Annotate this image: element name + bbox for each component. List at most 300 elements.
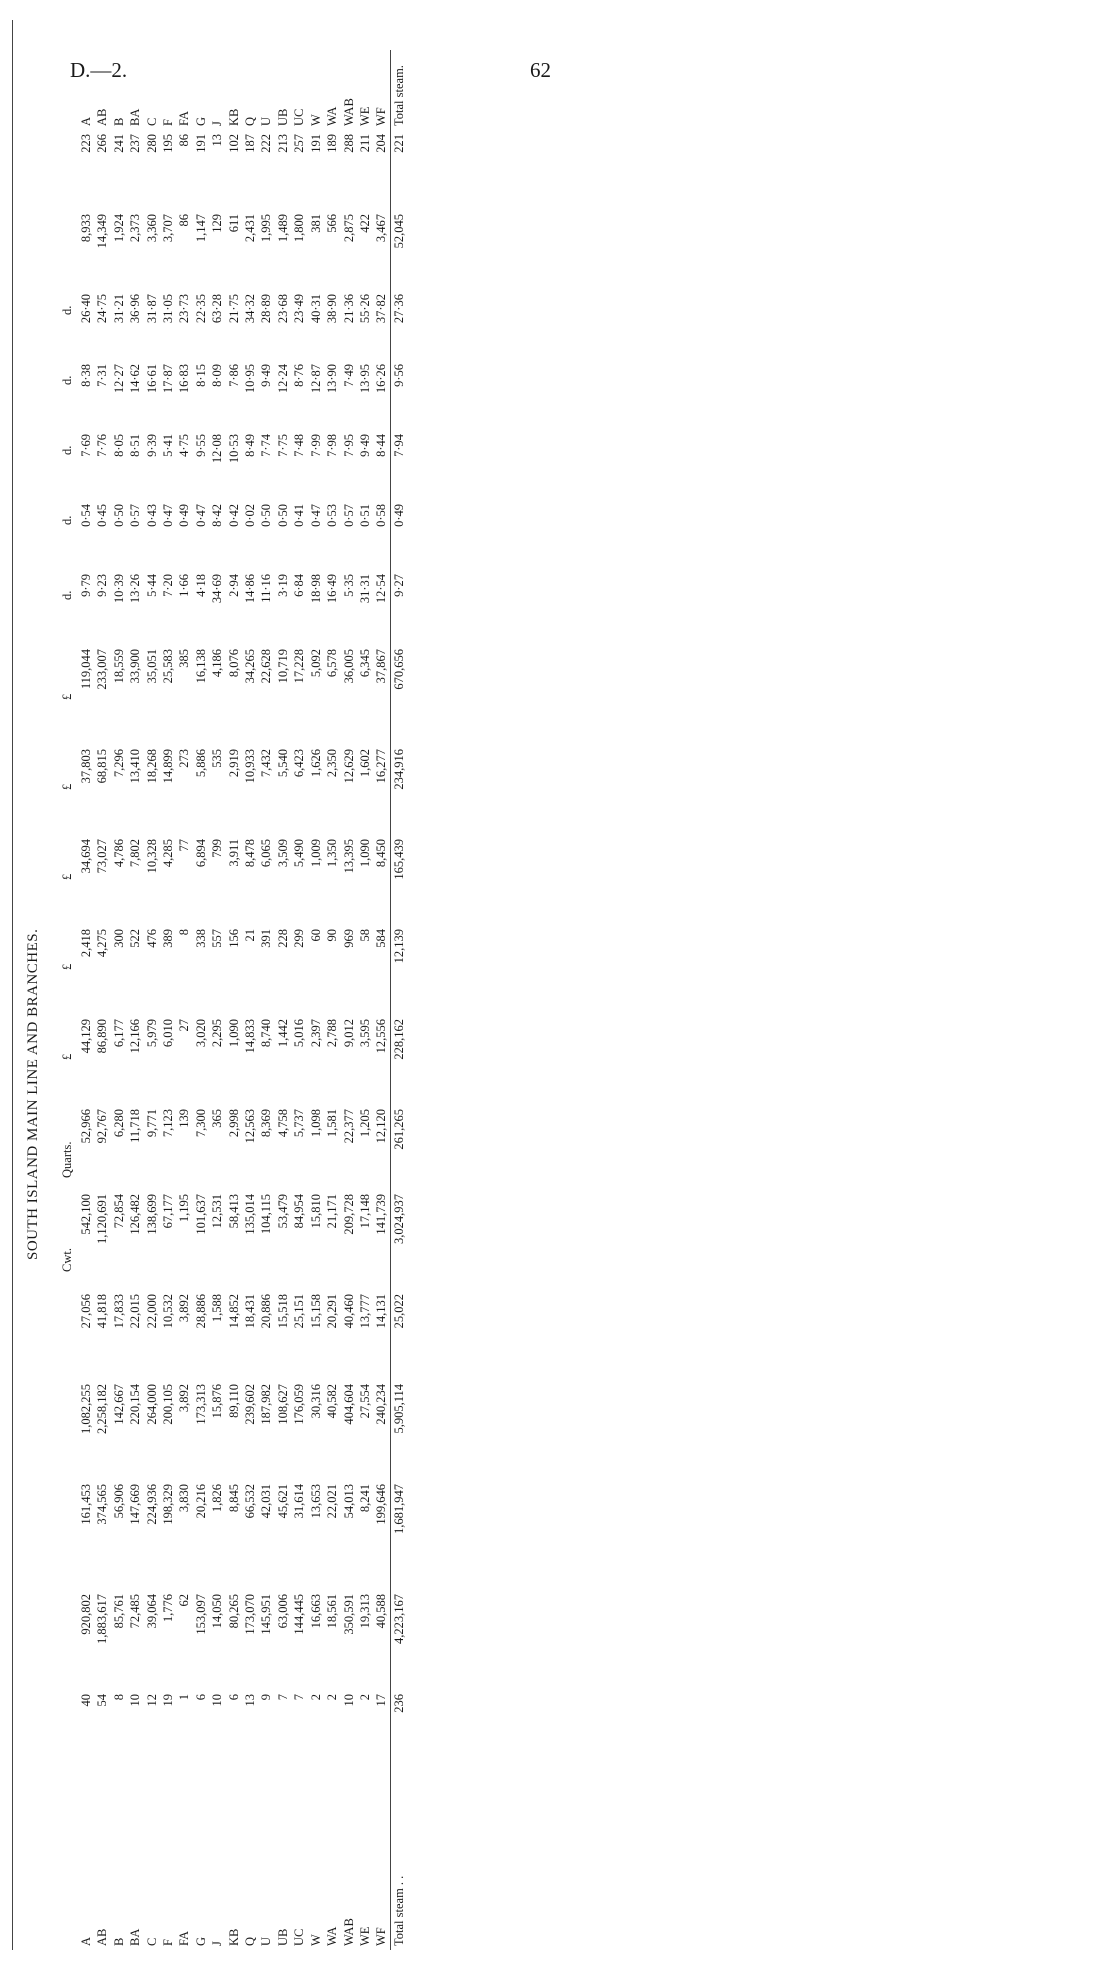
cell-c-rep: 228,162 bbox=[391, 1019, 406, 1060]
cell-type: F bbox=[161, 1939, 176, 1946]
cell-shunt: 8,241 bbox=[357, 1484, 372, 1513]
total-row bbox=[390, 50, 407, 1950]
cell-num: 9 bbox=[259, 1694, 274, 1701]
cell-d-rep: 34·69 bbox=[210, 574, 225, 604]
cell-train: 1,776 bbox=[161, 1594, 176, 1623]
cell-avgd: 288 bbox=[341, 134, 356, 153]
cell-type: UB bbox=[275, 1928, 290, 1946]
cell-c-fuel: 1,350 bbox=[325, 839, 340, 868]
table-row bbox=[291, 50, 307, 1950]
cell-avg: 28,886 bbox=[193, 1294, 208, 1329]
cell-c-tot: 35,051 bbox=[144, 649, 159, 684]
cell-c-rep: 1,442 bbox=[275, 1019, 290, 1048]
cell-d-rep: 9·27 bbox=[391, 574, 406, 597]
cell-total: 220,154 bbox=[128, 1384, 143, 1425]
cell-c-rep: 12,166 bbox=[128, 1019, 143, 1054]
cell-train: 145,951 bbox=[259, 1594, 274, 1635]
cell-num: 2 bbox=[325, 1694, 340, 1701]
cell-c-sto: 389 bbox=[161, 929, 176, 948]
cell-shunt: 56,906 bbox=[111, 1484, 126, 1519]
cell-d-sto: 0·49 bbox=[391, 504, 406, 527]
cell-c-tot: 385 bbox=[177, 649, 192, 668]
cell-d-wag: 13·95 bbox=[357, 364, 372, 394]
cell-c-wag: 16,277 bbox=[374, 749, 389, 784]
cell-d-sto: 0·50 bbox=[259, 504, 274, 527]
cell-avg: 27,056 bbox=[79, 1294, 93, 1329]
cell-d-sto: 0·53 bbox=[325, 504, 340, 527]
cell-coal: 15,810 bbox=[308, 1194, 323, 1229]
cell-avgd: 221 bbox=[391, 134, 406, 153]
cell-avg: 14,852 bbox=[226, 1294, 241, 1329]
cell-days: 422 bbox=[357, 214, 372, 233]
table-body bbox=[78, 50, 407, 1950]
cell-c-wag: 18,268 bbox=[144, 749, 159, 784]
cell-d-sto: 0·57 bbox=[128, 504, 143, 527]
cell-num: 2 bbox=[357, 1694, 372, 1701]
cell-c-sto: 584 bbox=[374, 929, 389, 948]
cell-total: 2,258,182 bbox=[95, 1384, 110, 1434]
cell-d-tot: 31·87 bbox=[144, 294, 159, 324]
table-row bbox=[308, 50, 324, 1950]
cell-days: 566 bbox=[325, 214, 340, 233]
cell-shunt: 199,646 bbox=[374, 1484, 389, 1525]
cell-avg: 25,022 bbox=[391, 1294, 406, 1329]
cell-c-rep: 8,740 bbox=[259, 1019, 274, 1048]
cell-shunt: 31,614 bbox=[292, 1484, 307, 1519]
cell-d-sto: 0·42 bbox=[226, 504, 241, 527]
cell-d-tot: 36·96 bbox=[128, 294, 143, 324]
cell-c-tot: 37,867 bbox=[374, 649, 389, 684]
cell-c-tot: 670,656 bbox=[391, 649, 406, 690]
cell-coal: 67,177 bbox=[161, 1194, 176, 1229]
unit-coal: Cwt. bbox=[60, 1248, 74, 1272]
cell-d-wag: 9·49 bbox=[259, 364, 274, 387]
cell-c-wag: 234,916 bbox=[391, 749, 406, 790]
cell-type: Total steam . . bbox=[391, 1875, 406, 1946]
cell-days: 611 bbox=[226, 214, 241, 233]
cell-c-fuel: 10,328 bbox=[144, 839, 159, 874]
cell-type-right: WE bbox=[357, 106, 372, 126]
cell-total: 176,059 bbox=[292, 1384, 307, 1425]
cell-d-tot: 27·36 bbox=[391, 294, 406, 324]
unit-cost-wages: £ bbox=[60, 783, 74, 790]
cell-oil: 12,120 bbox=[374, 1109, 389, 1144]
cell-avg: 17,833 bbox=[111, 1294, 126, 1329]
cell-d-fuel: 7·95 bbox=[341, 434, 356, 457]
cell-train: 1,883,617 bbox=[95, 1594, 110, 1644]
cell-num: 2 bbox=[308, 1694, 323, 1701]
cell-d-fuel: 7·74 bbox=[259, 434, 274, 457]
cell-c-rep: 6,177 bbox=[111, 1019, 126, 1048]
cell-c-fuel: 34,694 bbox=[79, 839, 93, 874]
cell-shunt: 161,453 bbox=[79, 1484, 93, 1525]
cell-avg: 25,151 bbox=[292, 1294, 307, 1329]
cell-num: 10 bbox=[128, 1694, 143, 1707]
cell-d-tot: 31·21 bbox=[111, 294, 126, 324]
table-row bbox=[144, 50, 160, 1950]
cell-type-right: WAB bbox=[341, 98, 356, 126]
cell-c-sto: 228 bbox=[275, 929, 290, 948]
cell-c-fuel: 6,894 bbox=[193, 839, 208, 868]
cell-c-sto: 969 bbox=[341, 929, 356, 948]
cell-d-wag: 14·62 bbox=[128, 364, 143, 394]
cell-d-rep: 6·84 bbox=[292, 574, 307, 597]
table-row bbox=[209, 50, 225, 1950]
cell-days: 1,924 bbox=[111, 214, 126, 243]
cell-c-wag: 535 bbox=[210, 749, 225, 768]
cell-oil: 365 bbox=[210, 1109, 225, 1128]
cell-coal: 58,413 bbox=[226, 1194, 241, 1229]
unit-cost-repairs: £ bbox=[60, 1053, 74, 1060]
cell-type-right: U bbox=[259, 116, 274, 126]
page-reference: D.—2. bbox=[70, 58, 128, 82]
cell-d-wag: 7·31 bbox=[95, 364, 110, 387]
cell-c-tot: 6,345 bbox=[357, 649, 372, 678]
cell-d-tot: 34·32 bbox=[243, 294, 258, 324]
cell-d-tot: 26·40 bbox=[79, 294, 93, 324]
table-row bbox=[242, 50, 258, 1950]
cell-c-fuel: 1,009 bbox=[308, 839, 323, 868]
cell-d-fuel: 8·44 bbox=[374, 434, 389, 457]
cell-c-sto: 4,275 bbox=[95, 929, 110, 958]
cell-c-rep: 14,833 bbox=[243, 1019, 258, 1054]
cell-d-tot: 40·31 bbox=[308, 294, 323, 324]
cell-num: 40 bbox=[79, 1694, 93, 1707]
cell-total: 1,082,255 bbox=[79, 1384, 93, 1434]
table-row bbox=[193, 50, 209, 1950]
cell-train: 920,802 bbox=[79, 1594, 93, 1635]
cell-c-fuel: 4,285 bbox=[161, 839, 176, 868]
cell-c-tot: 6,578 bbox=[325, 649, 340, 678]
cell-oil: 6,280 bbox=[111, 1109, 126, 1138]
cell-oil: 139 bbox=[177, 1109, 192, 1128]
cell-days: 2,431 bbox=[243, 214, 258, 243]
cell-c-sto: 90 bbox=[325, 929, 340, 942]
table-row bbox=[226, 50, 242, 1950]
cell-train: 63,006 bbox=[275, 1594, 290, 1629]
cell-avgd: 222 bbox=[259, 134, 274, 153]
cell-d-tot: 63·28 bbox=[210, 294, 225, 324]
cell-avgd: 102 bbox=[226, 134, 241, 153]
cell-d-rep: 7·20 bbox=[161, 574, 176, 597]
cell-oil: 1,205 bbox=[357, 1109, 372, 1138]
cell-type-right: WF bbox=[374, 107, 389, 126]
cell-d-fuel: 7·48 bbox=[292, 434, 307, 457]
cell-avg: 3,892 bbox=[177, 1294, 192, 1323]
cell-coal: 17,148 bbox=[357, 1194, 372, 1229]
cell-days: 52,045 bbox=[391, 214, 406, 249]
cell-c-rep: 2,397 bbox=[308, 1019, 323, 1048]
table-row bbox=[275, 50, 291, 1950]
cell-shunt: 1,826 bbox=[210, 1484, 225, 1513]
page-number: 62 bbox=[530, 58, 551, 82]
cell-oil: 7,300 bbox=[193, 1109, 208, 1138]
cell-shunt: 3,830 bbox=[177, 1484, 192, 1513]
cell-shunt: 22,021 bbox=[325, 1484, 340, 1519]
cell-c-fuel: 3,911 bbox=[226, 839, 241, 867]
cell-d-rep: 18·98 bbox=[308, 574, 323, 604]
header-rule-bottom bbox=[12, 20, 13, 1950]
cell-d-sto: 8·42 bbox=[210, 504, 225, 527]
cell-avgd: 204 bbox=[374, 134, 389, 153]
cell-oil: 52,966 bbox=[79, 1109, 93, 1144]
cell-avg: 22,000 bbox=[144, 1294, 159, 1329]
cell-type: AB bbox=[95, 1928, 110, 1946]
cell-d-wag: 7·49 bbox=[341, 364, 356, 387]
cell-avg: 1,588 bbox=[210, 1294, 225, 1323]
cell-d-fuel: 9·49 bbox=[357, 434, 372, 457]
cell-num: 8 bbox=[111, 1694, 126, 1701]
cell-c-fuel: 8,478 bbox=[243, 839, 258, 868]
cell-d-wag: 8·38 bbox=[79, 364, 93, 387]
cell-d-rep: 12·54 bbox=[374, 574, 389, 604]
cell-type-right: F bbox=[161, 119, 176, 126]
cell-num: 17 bbox=[374, 1694, 389, 1707]
cell-d-fuel: 4·75 bbox=[177, 434, 192, 457]
cell-avg: 14,131 bbox=[374, 1294, 389, 1329]
cell-d-sto: 0·47 bbox=[161, 504, 176, 527]
cell-oil: 5,737 bbox=[292, 1109, 307, 1138]
cell-days: 381 bbox=[308, 214, 323, 233]
cell-c-tot: 5,092 bbox=[308, 649, 323, 678]
cell-c-tot: 22,628 bbox=[259, 649, 274, 684]
cell-train: 4,223,167 bbox=[391, 1594, 406, 1644]
cell-coal: 126,482 bbox=[128, 1194, 143, 1235]
cell-num: 6 bbox=[193, 1694, 208, 1701]
cell-c-rep: 44,129 bbox=[79, 1019, 93, 1054]
cell-d-tot: 23·68 bbox=[275, 294, 290, 324]
cell-shunt: 198,329 bbox=[161, 1484, 176, 1525]
cell-c-fuel: 7,802 bbox=[128, 839, 143, 868]
cell-type-right: FA bbox=[177, 110, 192, 126]
cell-c-wag: 68,815 bbox=[95, 749, 110, 784]
cell-train: 72,485 bbox=[128, 1594, 143, 1629]
cell-d-wag: 12·27 bbox=[111, 364, 126, 394]
cell-total: 27,554 bbox=[357, 1384, 372, 1419]
cell-type-right: C bbox=[144, 117, 159, 126]
cell-coal: 1,120,691 bbox=[95, 1194, 110, 1244]
cell-d-sto: 0·49 bbox=[177, 504, 192, 527]
cell-days: 14,349 bbox=[95, 214, 110, 249]
cell-c-tot: 18,559 bbox=[111, 649, 126, 684]
cell-shunt: 20,216 bbox=[193, 1484, 208, 1519]
cell-days: 8,933 bbox=[79, 214, 93, 243]
cell-d-rep: 31·31 bbox=[357, 574, 372, 604]
cell-d-fuel: 12·08 bbox=[210, 434, 225, 464]
cell-c-sto: 391 bbox=[259, 929, 274, 948]
cell-coal: 3,024,937 bbox=[391, 1194, 406, 1244]
cell-d-fuel: 5·41 bbox=[161, 434, 176, 457]
cell-total: 404,604 bbox=[341, 1384, 356, 1425]
unit-oil: Quarts. bbox=[60, 1141, 74, 1178]
cell-c-rep: 3,020 bbox=[193, 1019, 208, 1048]
cell-d-wag: 16·26 bbox=[374, 364, 389, 394]
cell-coal: 72,854 bbox=[111, 1194, 126, 1229]
cell-d-rep: 11·16 bbox=[259, 574, 274, 603]
cell-avg: 41,818 bbox=[95, 1294, 110, 1329]
cell-coal: 135,014 bbox=[243, 1194, 258, 1235]
cell-d-fuel: 7·69 bbox=[79, 434, 93, 457]
cell-c-wag: 5,540 bbox=[275, 749, 290, 778]
cell-d-fuel: 7·94 bbox=[391, 434, 406, 457]
cell-avg: 40,460 bbox=[341, 1294, 356, 1329]
cell-d-rep: 14·86 bbox=[243, 574, 258, 604]
cell-avg: 18,431 bbox=[243, 1294, 258, 1329]
unit-cpm-wages: d. bbox=[60, 375, 74, 385]
cell-d-sto: 0·58 bbox=[374, 504, 389, 527]
cell-oil: 9,771 bbox=[144, 1109, 159, 1138]
cell-d-rep: 9·23 bbox=[95, 574, 110, 597]
cell-num: 54 bbox=[95, 1694, 110, 1707]
cell-d-sto: 0·54 bbox=[79, 504, 93, 527]
cell-c-sto: 8 bbox=[177, 929, 192, 936]
cell-train: 18,561 bbox=[325, 1594, 340, 1629]
cell-c-fuel: 77 bbox=[177, 839, 192, 852]
table-row bbox=[94, 50, 110, 1950]
cell-coal: 101,637 bbox=[193, 1194, 208, 1235]
cell-d-tot: 55·26 bbox=[357, 294, 372, 324]
cell-avg: 20,886 bbox=[259, 1294, 274, 1329]
cell-c-tot: 33,900 bbox=[128, 649, 143, 684]
cell-c-sto: 476 bbox=[144, 929, 159, 948]
cell-oil: 7,123 bbox=[161, 1109, 176, 1138]
cell-c-rep: 27 bbox=[177, 1019, 192, 1032]
cell-d-sto: 0·41 bbox=[292, 504, 307, 527]
cell-c-sto: 299 bbox=[292, 929, 307, 948]
cell-type: WF bbox=[374, 1927, 389, 1946]
cell-c-fuel: 165,439 bbox=[391, 839, 406, 880]
cell-c-tot: 34,265 bbox=[243, 649, 258, 684]
table-row bbox=[127, 50, 143, 1950]
cell-shunt: 13,653 bbox=[308, 1484, 323, 1519]
cell-days: 86 bbox=[177, 214, 192, 227]
cell-c-wag: 12,629 bbox=[341, 749, 356, 784]
cell-avgd: 13 bbox=[210, 134, 225, 147]
cell-d-wag: 13·90 bbox=[325, 364, 340, 394]
cell-d-fuel: 7·75 bbox=[275, 434, 290, 457]
cell-train: 80,265 bbox=[226, 1594, 241, 1629]
cell-train: 85,761 bbox=[111, 1594, 126, 1629]
cell-type: WA bbox=[325, 1926, 340, 1946]
cell-d-wag: 16·83 bbox=[177, 364, 192, 394]
cell-c-fuel: 8,450 bbox=[374, 839, 389, 868]
cell-d-sto: 0·51 bbox=[357, 504, 372, 527]
cell-c-fuel: 5,490 bbox=[292, 839, 307, 868]
cell-type-right: B bbox=[111, 117, 126, 126]
cell-coal: 209,728 bbox=[341, 1194, 356, 1235]
cell-num: 1 bbox=[177, 1694, 192, 1701]
cell-num: 10 bbox=[210, 1694, 225, 1707]
cell-avgd: 191 bbox=[308, 134, 323, 153]
cell-shunt: 54,013 bbox=[341, 1484, 356, 1519]
cell-total: 239,602 bbox=[243, 1384, 258, 1425]
cell-type-right: WA bbox=[325, 106, 340, 126]
cell-c-rep: 3,595 bbox=[357, 1019, 372, 1048]
cell-c-tot: 233,007 bbox=[95, 649, 110, 690]
cell-num: 7 bbox=[275, 1694, 290, 1701]
cell-num: 7 bbox=[292, 1694, 307, 1701]
cell-d-rep: 2·94 bbox=[226, 574, 241, 597]
cell-d-fuel: 8·49 bbox=[243, 434, 258, 457]
cell-d-rep: 16·49 bbox=[325, 574, 340, 604]
cell-d-tot: 21·75 bbox=[226, 294, 241, 324]
cell-type-right: Q bbox=[243, 116, 258, 126]
cell-coal: 141,739 bbox=[374, 1194, 389, 1235]
cell-train: 16,663 bbox=[308, 1594, 323, 1629]
cell-avgd: 191 bbox=[193, 134, 208, 153]
cell-c-fuel: 3,509 bbox=[275, 839, 290, 868]
cell-avg: 10,532 bbox=[161, 1294, 176, 1329]
cell-shunt: 374,565 bbox=[95, 1484, 110, 1525]
cell-shunt: 224,936 bbox=[144, 1484, 159, 1525]
cell-avgd: 187 bbox=[243, 134, 258, 153]
cell-type-right: J bbox=[210, 121, 225, 126]
cell-d-wag: 8·15 bbox=[193, 364, 208, 387]
cell-total: 15,876 bbox=[210, 1384, 225, 1419]
cell-d-fuel: 9·39 bbox=[144, 434, 159, 457]
table-row bbox=[258, 50, 274, 1950]
cell-type-right: Total steam. bbox=[391, 65, 406, 126]
cell-total: 200,105 bbox=[161, 1384, 176, 1425]
cell-total: 3,892 bbox=[177, 1384, 192, 1413]
cell-num: 12 bbox=[144, 1694, 159, 1707]
cell-days: 1,800 bbox=[292, 214, 307, 243]
cell-d-rep: 1·66 bbox=[177, 574, 192, 597]
cell-total: 142,667 bbox=[111, 1384, 126, 1425]
cell-avgd: 86 bbox=[177, 134, 192, 147]
unit-cpm-repairs: d. bbox=[60, 590, 74, 600]
cell-oil: 261,265 bbox=[391, 1109, 406, 1150]
cell-days: 1,147 bbox=[193, 214, 208, 243]
cell-c-fuel: 73,027 bbox=[95, 839, 110, 874]
cell-d-wag: 12·24 bbox=[275, 364, 290, 394]
cell-c-rep: 6,010 bbox=[161, 1019, 176, 1048]
cell-d-sto: 0·47 bbox=[308, 504, 323, 527]
cell-c-tot: 10,719 bbox=[275, 649, 290, 684]
cell-c-tot: 17,228 bbox=[292, 649, 307, 684]
unit-cpm-stores: d. bbox=[60, 515, 74, 525]
cell-c-rep: 9,012 bbox=[341, 1019, 356, 1048]
cell-type: C bbox=[144, 1937, 159, 1946]
cell-avgd: 195 bbox=[161, 134, 176, 153]
cell-type-right: BA bbox=[128, 108, 143, 126]
cell-c-sto: 557 bbox=[210, 929, 225, 948]
cell-d-rep: 9·79 bbox=[79, 574, 93, 597]
cell-c-sto: 156 bbox=[226, 929, 241, 948]
section-title: SOUTH ISLAND MAIN LINE AND BRANCHES. bbox=[25, 928, 41, 1260]
cell-d-tot: 21·36 bbox=[341, 294, 356, 324]
cell-train: 144,445 bbox=[292, 1594, 307, 1635]
cell-train: 153,097 bbox=[193, 1594, 208, 1635]
cell-oil: 22,377 bbox=[341, 1109, 356, 1144]
cell-c-sto: 300 bbox=[111, 929, 126, 948]
cell-d-tot: 31·05 bbox=[161, 294, 176, 324]
cell-avg: 15,158 bbox=[308, 1294, 323, 1329]
cell-num: 6 bbox=[226, 1694, 241, 1701]
cell-type: Q bbox=[243, 1936, 258, 1946]
cell-oil: 2,998 bbox=[226, 1109, 241, 1138]
cell-train: 39,064 bbox=[144, 1594, 159, 1629]
cell-num: 13 bbox=[243, 1694, 258, 1707]
cell-total: 264,000 bbox=[144, 1384, 159, 1425]
cell-shunt: 147,669 bbox=[128, 1484, 143, 1525]
cell-shunt: 8,845 bbox=[226, 1484, 241, 1513]
cell-c-wag: 1,626 bbox=[308, 749, 323, 778]
table-row bbox=[111, 50, 127, 1950]
cell-type-right: G bbox=[193, 116, 208, 126]
cell-avgd: 213 bbox=[275, 134, 290, 153]
cell-shunt: 45,621 bbox=[275, 1484, 290, 1519]
